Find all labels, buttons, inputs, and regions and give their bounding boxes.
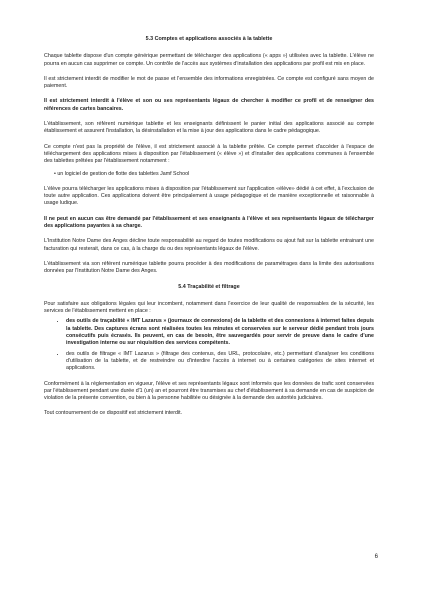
paragraph: Conformément à la réglementation en vigueur, l'élève et ses représentants légaux sont informés que les données de trafic sont conservées par l'établissement pendant une durée d'1 (un) an et pourront être transmises au chef d'établissement à sa demande en cas de suspicion de violation de la présente convention, ou bien à la personne habilitée ou désignée à la demande des autorités judiciaires.	[44, 380, 374, 402]
list-item: • des outils de traçabilité « IMT Lazarus » (journaux de connexions) de la tablette et des connexions à internet faites depuis la tablette. Des captures écrans sont réalisées toutes les minutes et conservées sur le serveur dédié pendant trois jours consécutifs puis écrasés. Ils peuvent, en cas de besoin, être sauvegardés pour servir de preuve dans le cadre d'une investigation interne ou sur réquisition des services compétents.	[66, 318, 374, 347]
paragraph: L'élève pourra télécharger les applications mises à disposition par l'établissement sur l'application «élève» dédié à cet effet, à l'exclusion de toute autre application. Ces applications doivent être principalement à usage pédagogique et de manière exceptionnelle et raisonnable à usage ludique.	[44, 185, 374, 207]
list-item: • des outils de filtrage « IMT Lazarus » (filtrage des contenus, des URL, protocolaire, etc.) permettant d'analyser les conditions d'utilisation de la tablette, et de restreindre ou d'interdire l'accès à internet ou à certaines catégories de sites internet et applications.	[66, 351, 374, 373]
paragraph: L'établissement, son référent numérique tablette et les enseignants définissent le panier initial des applications associé au compte établissement et assurent l'installation, la désinstallation et la mise à jour des applications dans le cadre pédagogique.	[44, 121, 374, 135]
bold-paragraph: Il ne peut en aucun cas être demandé par l'établissement et ses enseignants à l'élève et ses représentants légaux de télécharger des applications payantes à sa charge.	[44, 215, 374, 230]
document-page	[44, 36, 374, 426]
page-number: 6	[374, 554, 378, 560]
paragraph: L'établissement via son référent numérique tablette pourra procéder à des modifications de paramétrages dans la limite des autorisations données par l'Institution Notre Dame des Anges.	[44, 260, 374, 275]
section-heading-5-4: 5.4 Traçabilité et filtrage	[178, 283, 240, 290]
paragraph: Tout contournement de ce dispositif est strictement interdit.	[44, 410, 183, 417]
bold-paragraph: Il est strictement interdit à l'élève et son ou ses représentants légaux de chercher à modifier ce profil et de renseigner des références de cartes bancaires.	[44, 98, 374, 112]
list-item: • un logiciel de gestion de flotte des tablettes Jamf School	[54, 170, 190, 177]
paragraph: Ce compte n'est pas la propriété de l'élève, il est strictement associé à la tablette prêtée. Ce compte permet d'accéder à l'espace de téléchargement des applications mises à disposition par l'établissement (« élève ») et d'installer des applications communes à l'ensemble des tablettes prêtées par l'établissement notamment :	[44, 143, 374, 165]
paragraph: Chaque tablette dispose d'un compte générique permettant de télécharger des applications (« apps ») utilisées avec la tablette. L'élève ne pourra en aucun cas supprimer ce compte. Un contrôle de l'accès aux systèmes d'installation des applications par profil est mis en place.	[44, 53, 374, 67]
bullet-list	[44, 318, 374, 372]
paragraph: L'Institution Notre Dame des Anges décline toute responsabilité au regard de toutes modifications ou ajout fait sur la tablette entrainant une facturation qui resterait, dans ce cas, à la charge du ou des représentants légaux de l'élève.	[44, 238, 374, 252]
paragraph: Pour satisfaire aux obligations légales qui leur incombent, notamment dans l'exercice de leur qualité de responsables de la sécurité, les services de l'établissement mettent en place :	[44, 300, 374, 315]
section-heading-5-3: 5.3 Comptes et applications associés à la tablette	[145, 36, 273, 42]
paragraph: Il est strictement interdit de modifier le mot de passe et l'ensemble des informations enregistrées. Ce compte est configuré sans moyen de paiement.	[44, 75, 374, 90]
